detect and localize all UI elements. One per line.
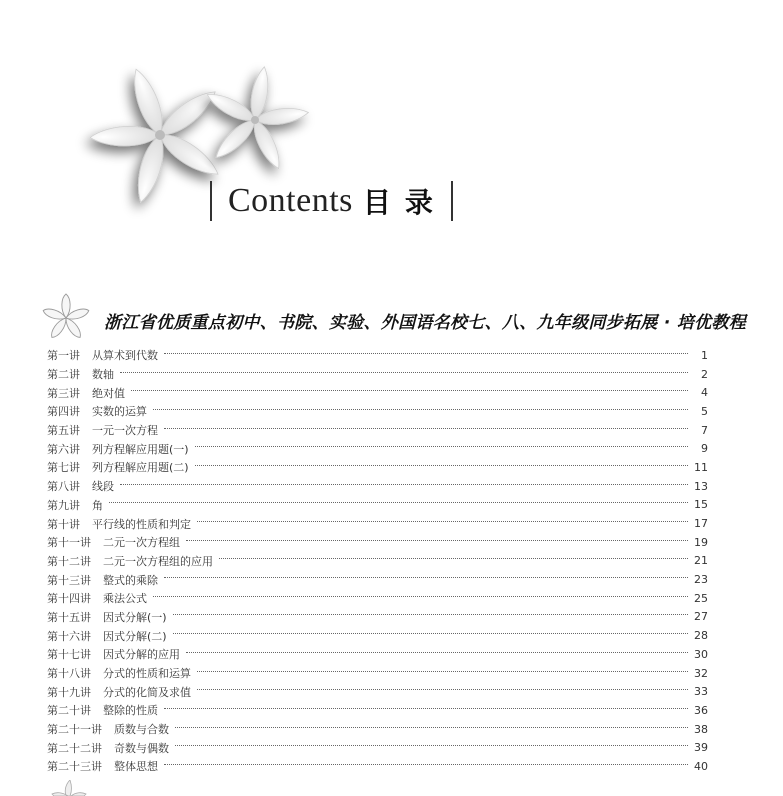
toc-page-number: 33: [694, 685, 708, 699]
toc-page-number: 4: [701, 386, 708, 400]
toc-dot-leader: [175, 745, 688, 746]
toc-lecture-number: 第十八讲: [47, 667, 91, 681]
toc-row: [47, 570, 708, 589]
toc-page-number: 28: [694, 629, 708, 643]
toc-page-number: 5: [701, 404, 708, 418]
toc-lecture-number: 第二十二讲: [47, 741, 102, 755]
toc-topic: 绝对值: [92, 386, 125, 400]
toc-lecture-number: 第十二讲: [47, 554, 91, 568]
title-english: Contents: [228, 182, 353, 219]
toc-lecture-number: 第二十讲: [47, 704, 91, 718]
toc-page-number: 2: [701, 367, 708, 381]
toc-page-number: 25: [694, 591, 708, 605]
toc-row: [47, 458, 708, 477]
toc-page-number: 11: [694, 460, 708, 474]
toc-dot-leader: [164, 428, 688, 429]
toc-topic: 整除的性质: [103, 704, 158, 718]
toc-page-number: 40: [694, 759, 708, 773]
toc-page-number: 38: [694, 722, 708, 736]
title-right-bar: [451, 181, 453, 221]
toc-page-number: 17: [694, 517, 708, 531]
toc-row: [47, 664, 708, 683]
toc-lecture-number: 第十六讲: [47, 629, 91, 643]
toc-lecture-number: 第一讲: [47, 349, 80, 363]
toc-lecture-number: 第六讲: [47, 442, 80, 456]
toc-page-number: 23: [694, 573, 708, 587]
toc-dot-leader: [173, 633, 688, 634]
toc-dot-leader: [164, 708, 688, 709]
toc-lecture-number: 第二十三讲: [47, 760, 102, 774]
toc-dot-leader: [197, 521, 688, 522]
toc-topic: 整式的乘除: [103, 573, 158, 587]
toc-page-number: 19: [694, 535, 708, 549]
toc-dot-leader: [197, 689, 688, 690]
toc-row: [47, 608, 708, 627]
toc-page-number: 27: [694, 610, 708, 624]
toc-dot-leader: [153, 409, 688, 410]
toc-dot-leader: [195, 465, 688, 466]
toc-lecture-number: 第五讲: [47, 424, 80, 438]
toc-dot-leader: [173, 614, 688, 615]
toc-lecture-number: 第十三讲: [47, 573, 91, 587]
toc-lecture-number: 第十五讲: [47, 610, 91, 624]
toc-row: [47, 421, 708, 440]
toc-lecture-number: 第十讲: [47, 517, 80, 531]
bottom-flower-icon: [44, 780, 94, 796]
toc-topic: 分式的性质和运算: [103, 667, 191, 681]
toc-topic: 线段: [92, 480, 114, 494]
toc-topic: 奇数与偶数: [114, 741, 169, 755]
toc-row: [47, 383, 708, 402]
toc-dot-leader: [164, 764, 688, 765]
toc-topic: 列方程解应用题(二): [92, 461, 189, 475]
toc-dot-leader: [195, 446, 688, 447]
toc-topic: 列方程解应用题(一): [92, 442, 189, 456]
toc-lecture-number: 第十七讲: [47, 648, 91, 662]
toc-row: [47, 533, 708, 552]
toc-page-number: 9: [701, 442, 708, 456]
toc-row: [47, 701, 708, 720]
toc-topic: 因式分解的应用: [103, 648, 180, 662]
toc-row: [47, 738, 708, 757]
toc-dot-leader: [120, 484, 688, 485]
toc-dot-leader: [219, 558, 688, 559]
toc-page-number: 13: [694, 479, 708, 493]
toc-dot-leader: [109, 502, 688, 503]
toc-dot-leader: [131, 390, 688, 391]
section-flower-icon: [40, 290, 92, 340]
toc-dot-leader: [153, 596, 688, 597]
toc-lecture-number: 第二十一讲: [47, 723, 102, 737]
toc-lecture-number: 第九讲: [47, 498, 80, 512]
toc-topic: 二元一次方程组的应用: [103, 554, 213, 568]
toc-row: [47, 589, 708, 608]
toc-lecture-number: 第四讲: [47, 405, 80, 419]
toc-topic: 因式分解(一): [103, 610, 167, 624]
toc-topic: 数轴: [92, 368, 114, 382]
toc-topic: 角: [92, 498, 103, 512]
toc-row: [47, 402, 708, 421]
toc-dot-leader: [164, 577, 688, 578]
toc-lecture-number: 第十四讲: [47, 592, 91, 606]
toc-topic: 分式的化简及求值: [103, 685, 191, 699]
toc-row: [47, 645, 708, 664]
toc-page-number: 15: [694, 498, 708, 512]
toc-lecture-number: 第二讲: [47, 368, 80, 382]
page-title: [210, 178, 453, 224]
toc-page-number: 21: [694, 554, 708, 568]
toc-topic: 因式分解(二): [103, 629, 167, 643]
toc-row: [47, 682, 708, 701]
toc-page-number: 32: [694, 666, 708, 680]
toc-dot-leader: [120, 372, 688, 373]
toc-lecture-number: 第十九讲: [47, 685, 91, 699]
toc-topic: 二元一次方程组: [103, 536, 180, 550]
toc-row: [47, 757, 708, 776]
toc-topic: 实数的运算: [92, 405, 147, 419]
toc-page-number: 7: [701, 423, 708, 437]
toc-lecture-number: 第七讲: [47, 461, 80, 475]
toc-dot-leader: [197, 671, 688, 672]
toc-row: [47, 439, 708, 458]
toc-topic: 整体思想: [114, 760, 158, 774]
toc-row: [47, 346, 708, 365]
toc-topic: 乘法公式: [103, 592, 147, 606]
toc-page-number: 30: [694, 647, 708, 661]
toc-row: [47, 496, 708, 515]
toc-page-number: 39: [694, 741, 708, 755]
toc-dot-leader: [175, 727, 688, 728]
toc-row: [47, 552, 708, 571]
title-chinese: 目录: [362, 186, 447, 219]
toc-topic: 从算术到代数: [92, 349, 158, 363]
toc-lecture-number: 第三讲: [47, 386, 80, 400]
toc-dot-leader: [186, 652, 688, 653]
toc-row: [47, 477, 708, 496]
toc-row: [47, 720, 708, 739]
small-flower-icon: [204, 66, 310, 172]
toc-page-number: 36: [694, 703, 708, 717]
toc-lecture-number: 第十一讲: [47, 536, 91, 550]
toc-row: [47, 626, 708, 645]
large-flower-icon: [90, 66, 224, 205]
toc-dot-leader: [186, 540, 688, 541]
toc-row: [47, 365, 708, 384]
toc-page-number: 1: [701, 348, 708, 362]
toc-dot-leader: [164, 353, 688, 354]
table-of-contents: [47, 346, 708, 776]
title-left-bar: [210, 181, 212, 221]
section-title: 浙江省优质重点初中、书院、实验、外国语名校七、八、九年级同步拓展 · 培优教程: [104, 313, 746, 333]
toc-row: [47, 514, 708, 533]
toc-topic: 质数与合数: [114, 723, 169, 737]
toc-topic: 一元一次方程: [92, 424, 158, 438]
section-header: [40, 290, 746, 340]
toc-topic: 平行线的性质和判定: [92, 517, 191, 531]
toc-lecture-number: 第八讲: [47, 480, 80, 494]
